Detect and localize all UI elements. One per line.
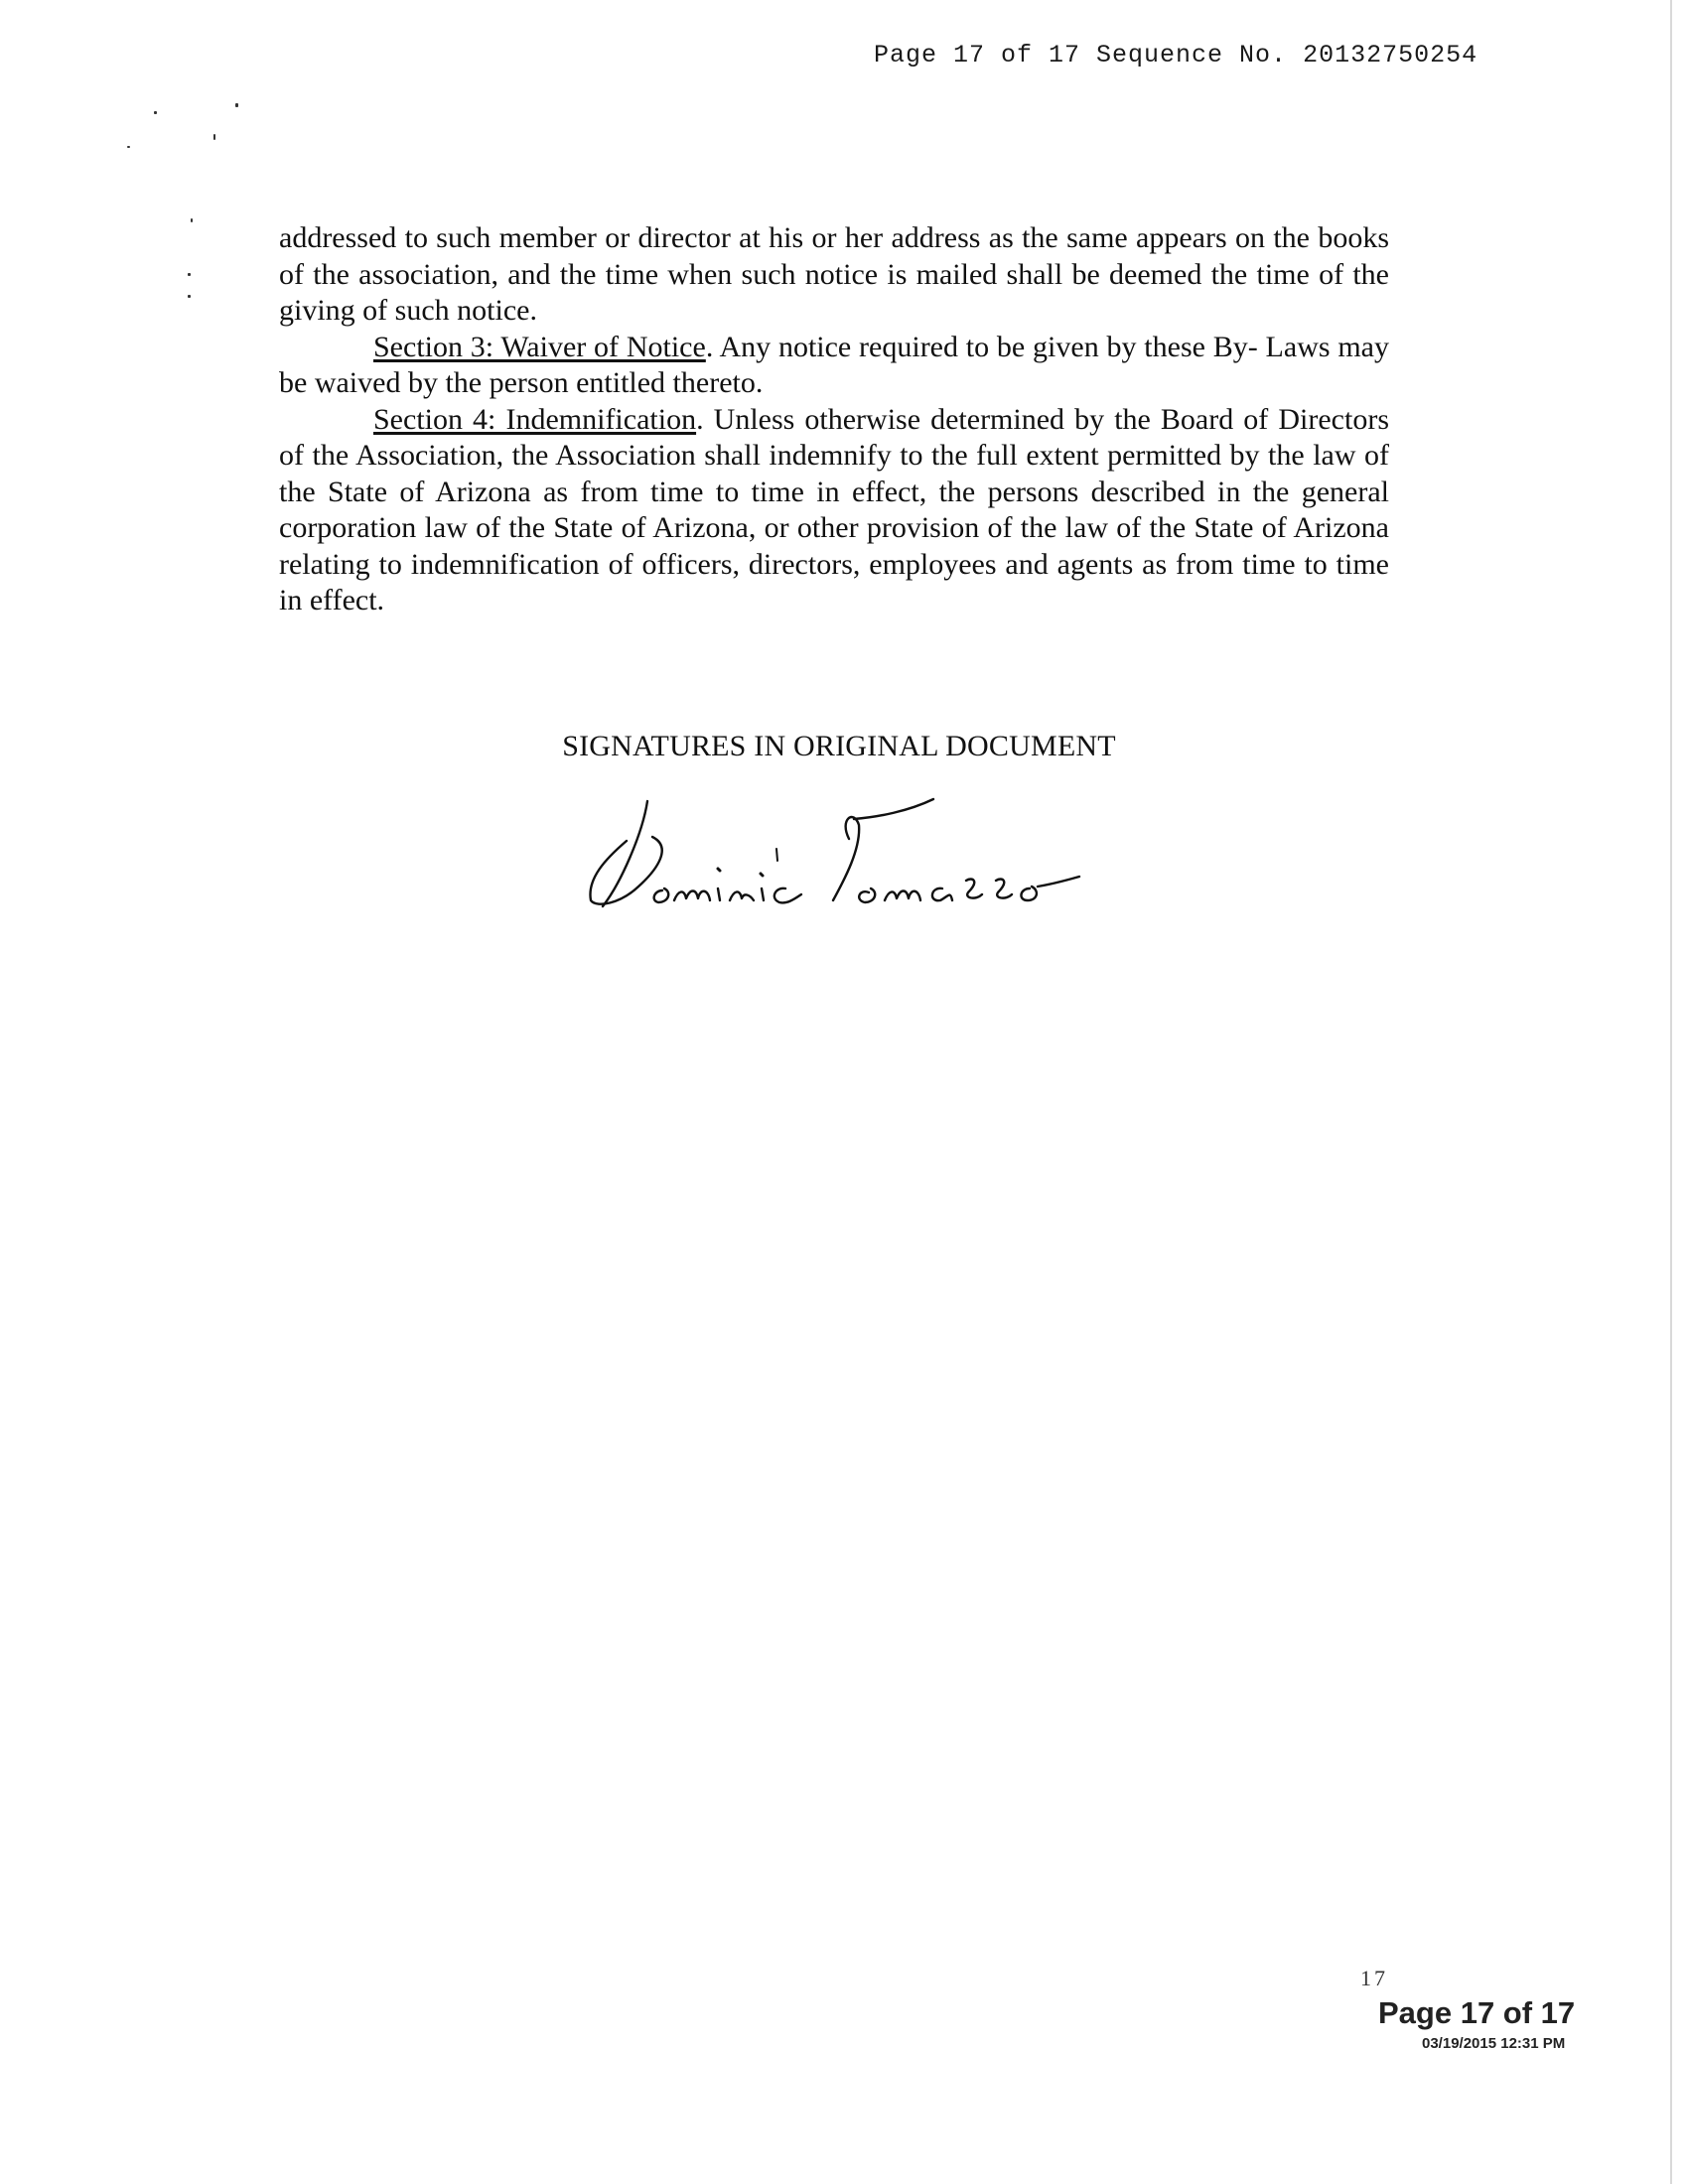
page-edge-line [1670,0,1672,2184]
signatures-heading: SIGNATURES IN ORIGINAL DOCUMENT [562,730,1116,762]
fax-header: Page 17 of 17 Sequence No. 20132750254 [874,41,1478,69]
section-4-text: . Unless otherwise determined by the Board of Directors of the Association, the Association shall indemnify to the full extent permitted by the law of the State of Arizona as from time to time in effect, the persons described in the general corporation law of the State of Arizona, or other provision of the law of the State of Arizona relating to indemnification of officers, directors, employees and agents as from time to time in effect. [279,402,1389,616]
scan-speck [127,146,130,148]
handwritten-signature [551,789,1167,928]
scan-speck [235,103,238,107]
page-number: 17 [1360,1966,1388,1990]
section-3-text: . Any notice required to be given by these By- Laws may be waived by the person entitled thereto. [279,330,1389,399]
section-4-heading: Section 4: Indemnification [373,402,697,436]
section-4-paragraph [279,402,1389,619]
document-body [279,220,1389,619]
paragraph-continuation: addressed to such member or director at his or her address as the same appears on the books of the association, and the time when such notice is mailed shall be deemed the time of the giving of such notice. [279,221,1389,327]
scan-speck [191,218,193,222]
footer-timestamp: 03/19/2015 12:31 PM [1422,2035,1566,2052]
scan-speck [188,273,191,276]
section-3-paragraph [279,330,1389,402]
scan-speck [154,111,157,114]
scan-speck [213,134,215,140]
section-3-heading: Section 3: Waiver of Notice [373,330,706,363]
scan-speck [188,295,191,298]
footer-page-label: Page 17 of 17 [1378,1995,1576,2030]
